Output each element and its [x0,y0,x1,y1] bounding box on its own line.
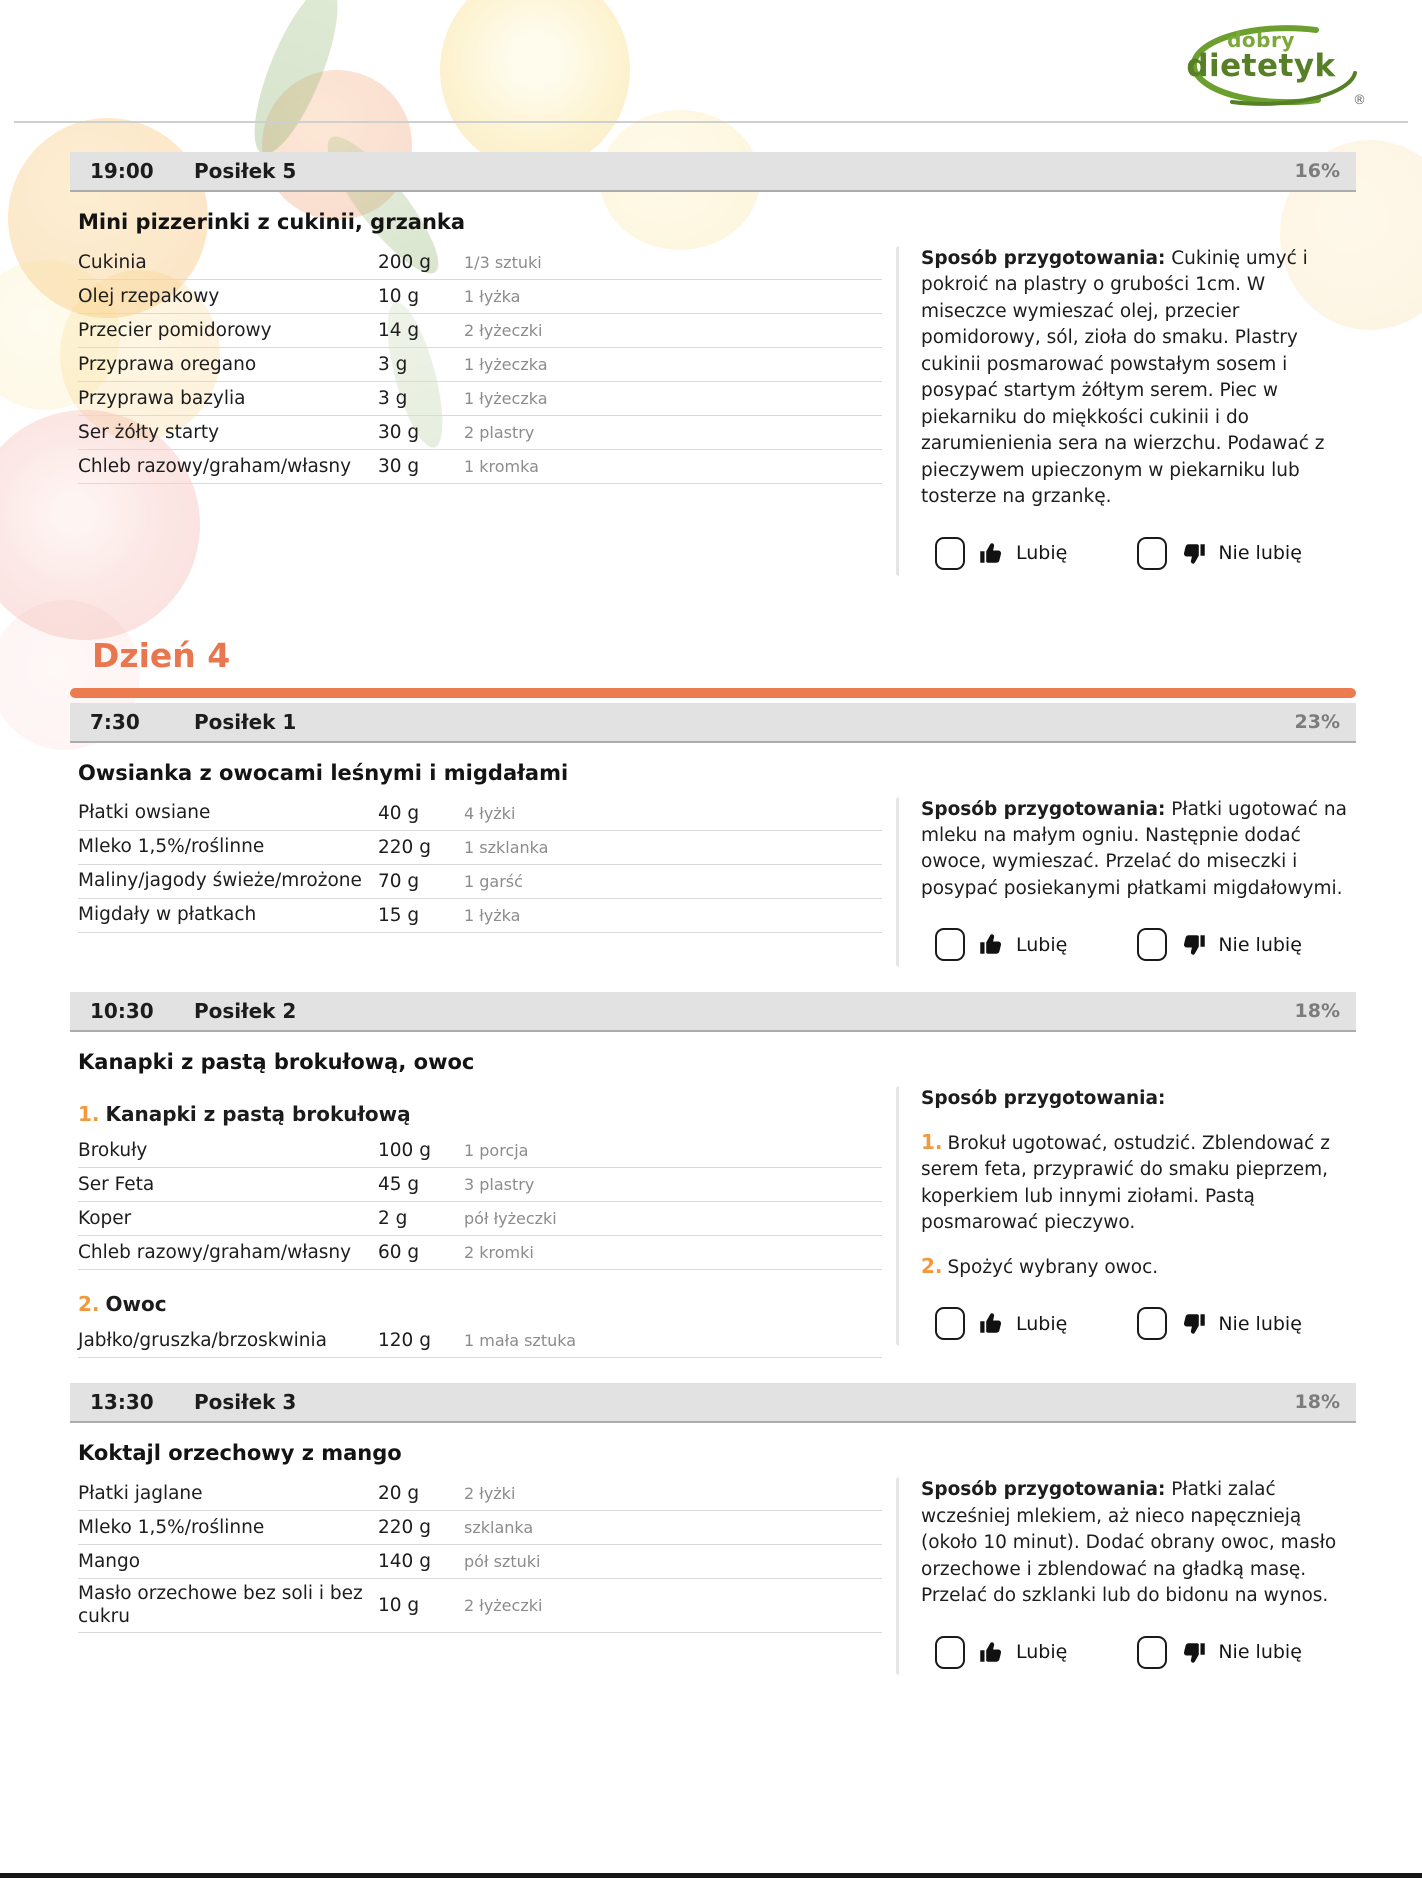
meal-title: Mini pizzerinki z cukinii, grzanka [78,210,466,234]
logo-word-dobry: dobry [1227,28,1295,52]
ingredient-name: Przyprawa bazylia [78,387,246,409]
ingredient-row [78,280,882,314]
ingredient-measure: 2 łyżeczki [464,1595,543,1615]
ingredient-amount: 30 g [378,422,420,443]
ingredient-row [78,246,882,280]
ingredient-row [78,865,882,899]
ingredient-name: Migdały w płatkach [78,904,257,926]
meal-name: Posiłek 3 [194,1390,297,1415]
dislike-checkbox[interactable] [1137,928,1167,961]
ingredient-amount: 10 g [378,286,420,307]
dislike-label: Nie lubię [1218,933,1302,956]
subsection-number: 1. [78,1102,100,1127]
meal-section-1 [70,703,1356,968]
day-divider-bar [70,688,1356,698]
like-checkbox[interactable] [935,1636,965,1669]
ingredient-measure: 1/3 sztuki [464,253,542,272]
subsection-number: 2. [78,1292,100,1317]
preparation-column [896,1477,1356,1674]
meal-percent: 23% [1294,710,1340,733]
ingredient-amount: 20 g [378,1483,420,1505]
ingredient-name: Mango [78,1551,141,1573]
ingredient-row [78,314,882,348]
ingredient-amount: 200 g [378,252,431,273]
dislike-group [1137,537,1302,570]
dislike-group [1137,1636,1302,1669]
like-label: Lubię [1016,1312,1068,1335]
ingredient-amount: 60 g [378,1242,420,1264]
like-group [935,928,1067,961]
ingredient-amount: 14 g [378,320,420,341]
meal-name: Posiłek 1 [194,709,297,734]
preparation-text [921,1086,1354,1112]
ingredient-measure: 1 garść [464,871,523,891]
ingredient-amount: 3 g [378,388,408,409]
ingredient-name: Płatki owsiane [78,802,211,824]
thumb-down-icon [1180,1639,1207,1666]
ingredient-measure: 1 kromka [464,457,539,476]
ingredient-measure: pół łyżeczki [464,1209,557,1229]
meal-header [70,1383,1356,1423]
day-title: Dzień 4 [92,635,231,675]
thumb-up-icon [978,931,1005,958]
thumb-up-icon [978,540,1005,567]
meal-section-2 [70,992,1356,1358]
meal-title: Koktajl orzechowy z mango [78,1441,402,1466]
ingredient-row [78,1236,882,1270]
ingredient-measure: 2 plastry [464,423,535,442]
ingredient-name: Cukinia [78,251,147,273]
registered-trademark: ® [1353,93,1366,108]
ingredient-row [78,450,882,484]
preparation-step [921,1128,1354,1237]
preparation-label: Sposób przygotowania: [921,1088,1166,1110]
preparation-label: Sposób przygotowania: [921,1479,1166,1501]
ingredient-name: Olej rzepakowy [78,285,220,307]
footer-bar [0,1873,1422,1878]
like-checkbox[interactable] [935,537,965,570]
step-number: 1. [921,1129,943,1154]
preparation-column [896,246,1356,576]
meal-header [70,152,1356,192]
ingredient-name: Przecier pomidorowy [78,319,272,341]
like-checkbox[interactable] [935,928,965,961]
meal-header [70,992,1356,1032]
like-dislike-row [921,537,1354,570]
ingredient-name: Koper [78,1208,132,1230]
day-header [70,636,1356,698]
meal-title: Owsianka z owocami leśnymi i migdałami [78,760,569,785]
ingredient-measure: 2 łyżki [464,1484,516,1504]
ingredient-name: Jabłko/gruszka/brzoskwinia [78,1330,327,1352]
ingredient-name: Brokuły [78,1140,148,1162]
ingredient-row [78,1477,882,1511]
ingredient-name: Chleb razowy/graham/własny [78,455,352,477]
preparation-step [921,1252,1354,1281]
ingredient-amount: 30 g [378,456,420,477]
dislike-label: Nie lubię [1218,542,1302,565]
preparation-text [921,246,1354,511]
ingredient-name: Ser Feta [78,1174,155,1196]
ingredient-measure: 1 mała sztuka [464,1331,577,1351]
dislike-group [1137,1307,1302,1340]
like-label: Lubię [1016,542,1068,565]
like-dislike-row [921,928,1354,961]
ingredients-table [70,797,882,933]
preparation-label: Sposób przygotowania: [921,798,1166,820]
ingredient-row [78,1511,882,1545]
preparation-text [921,797,1354,903]
ingredient-measure: 3 plastry [464,1175,535,1195]
ingredient-measure: 1 łyżeczka [464,389,548,408]
like-label: Lubię [1016,933,1068,956]
step-text: Spożyć wybrany owoc. [947,1256,1159,1278]
meal-section-5 [70,152,1356,576]
ingredient-amount: 120 g [378,1330,431,1352]
like-checkbox[interactable] [935,1307,965,1340]
ingredient-row [78,382,882,416]
ingredient-amount: 45 g [378,1174,420,1196]
ingredient-name: Masło orzechowe bez soli i bez cukru [78,1583,363,1628]
preparation-column [896,1086,1356,1346]
ingredient-amount: 100 g [378,1140,431,1162]
dislike-group [1137,928,1302,961]
ingredient-row [78,831,882,865]
ingredient-measure: 2 kromki [464,1243,534,1263]
thumb-up-icon [978,1310,1005,1337]
like-label: Lubię [1016,1641,1068,1664]
ingredient-measure: 4 łyżki [464,803,516,823]
dislike-checkbox[interactable] [1137,1307,1167,1340]
preparation-text [921,1477,1354,1609]
ingredient-name: Ser żółty starty [78,421,220,443]
subsection-label: Kanapki z pastą brokułową [105,1102,411,1127]
dobry-dietetyk-logo [1168,18,1368,114]
ingredient-row [78,1579,882,1632]
step-number: 2. [921,1253,943,1278]
ingredient-measure: 1 porcja [464,1141,529,1161]
meal-percent: 18% [1294,1000,1340,1023]
ingredient-row [78,1202,882,1236]
ingredient-name: Maliny/jagody świeże/mrożone [78,870,362,892]
ingredient-row [78,899,882,933]
meal-percent: 16% [1294,160,1340,182]
ingredient-measure: pół sztuki [464,1552,541,1572]
ingredient-name: Płatki jaglane [78,1483,203,1505]
step-text: Brokuł ugotować, ostudzić. Zblendować z serem feta, przyprawić do smaku pieprzem, koperkiem lub innymi ziołami. Pastą posmarować pieczywo. [921,1132,1330,1234]
ingredient-name: Mleko 1,5%/roślinne [78,836,265,858]
dislike-checkbox[interactable] [1137,1636,1167,1669]
ingredient-measure: 1 łyżka [464,287,521,306]
ingredient-amount: 2 g [378,1208,408,1230]
ingredients-table [70,1477,882,1632]
ingredient-amount: 3 g [378,354,408,375]
thumb-up-icon [978,1639,1005,1666]
thumb-down-icon [1180,540,1207,567]
preparation-body: Cukinię umyć i pokroić na plastry o grubości 1cm. W miseczce wymieszać olej, przecier pomidorowy, sól, zioła do smaku. Plastry cukinii posmarować powstałym sosem i posypać startym żółtym serem. Piec w piekarniku do miękkości cukinii i do zarumienienia sera na wierzchu. Podawać z pieczywem upieczonym w piekarniku lub tosterze na grzankę. [921,248,1325,508]
ingredient-measure: szklanka [464,1518,534,1538]
ingredient-name: Mleko 1,5%/roślinne [78,1517,265,1539]
preparation-column [896,797,1356,968]
logo-word-dietetyk: dietetyk [1186,48,1336,84]
ingredient-amount: 220 g [378,836,431,858]
ingredient-amount: 15 g [378,904,420,926]
dislike-label: Nie lubię [1218,1641,1302,1664]
subsection-label: Owoc [105,1292,167,1317]
dislike-label: Nie lubię [1218,1312,1302,1335]
subsection-title [78,1102,882,1126]
meal-section-3 [70,1383,1356,1674]
meal-time: 19:00 [90,159,154,183]
meal-name: Posiłek 2 [194,999,297,1024]
like-group [935,1636,1067,1669]
preparation-body: Płatki zalać wcześniej mlekiem, aż nieco napęcznieją (około 10 minut). Dodać obrany owoc, masło orzechowe i zblendować na gładką masę. Przelać do szklanki lub do bidonu na wynos. [921,1479,1337,1607]
ingredient-row [78,1324,882,1358]
ingredient-amount: 140 g [378,1551,431,1573]
meal-name: Posiłek 5 [194,159,297,183]
ingredient-amount: 70 g [378,870,420,892]
ingredient-amount: 40 g [378,802,420,824]
ingredient-amount: 10 g [378,1594,420,1616]
ingredient-row [78,416,882,450]
ingredient-row [78,1545,882,1579]
subsection-title [78,1292,882,1316]
thumb-down-icon [1180,931,1207,958]
ingredient-amount: 220 g [378,1517,431,1539]
ingredient-measure: 2 łyżeczki [464,321,543,340]
thumb-down-icon [1180,1310,1207,1337]
meal-header [70,703,1356,743]
ingredient-row [78,348,882,382]
dislike-checkbox[interactable] [1137,537,1167,570]
meal-time: 7:30 [90,709,140,734]
like-group [935,537,1067,570]
ingredients-table [70,1086,882,1358]
ingredient-name: Chleb razowy/graham/własny [78,1242,352,1264]
meal-percent: 18% [1294,1391,1340,1414]
ingredient-measure: 1 szklanka [464,837,549,857]
like-dislike-row [921,1636,1354,1669]
meal-time: 13:30 [90,1390,154,1415]
ingredient-row [78,1134,882,1168]
ingredient-measure: 1 łyżeczka [464,355,548,374]
ingredient-name: Przyprawa oregano [78,353,257,375]
ingredients-table [70,246,882,484]
meal-time: 10:30 [90,999,154,1024]
like-group [935,1307,1067,1340]
ingredient-row [78,797,882,831]
ingredient-measure: 1 łyżka [464,905,521,925]
preparation-body: Płatki ugotować na mleku na małym ogniu. Następnie dodać owoce, wymieszać. Przelać do miseczki i posypać posiekanymi płatkami migdałowymi. [921,798,1347,899]
like-dislike-row [921,1307,1354,1340]
preparation-label: Sposób przygotowania: [921,248,1166,269]
ingredient-row [78,1168,882,1202]
meal-title: Kanapki z pastą brokułową, owoc [78,1050,475,1075]
